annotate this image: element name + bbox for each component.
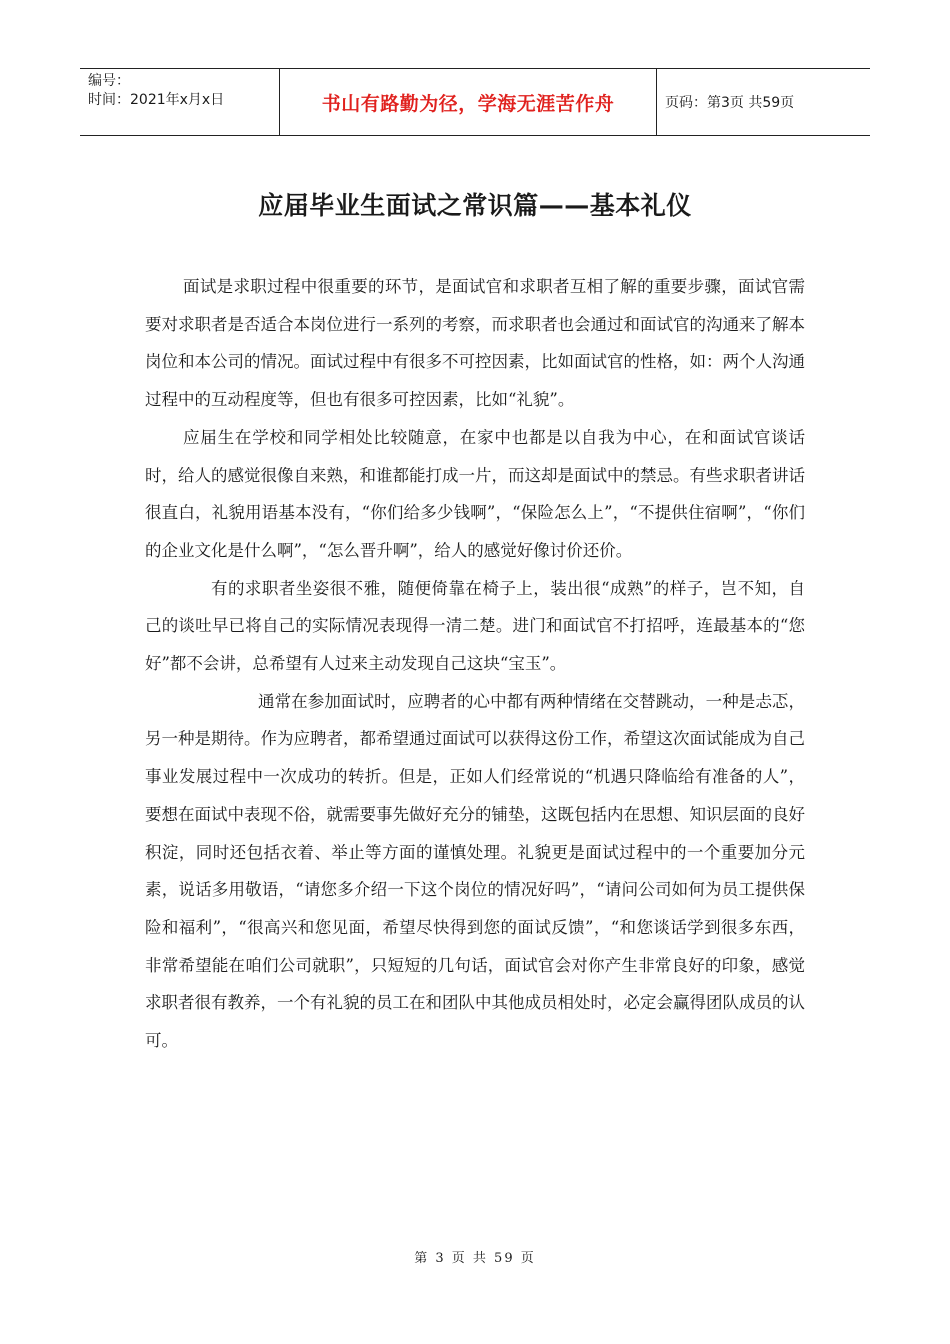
document-header xyxy=(80,68,870,136)
body-paragraph: 面试是求职过程中很重要的环节，是面试官和求职者互相了解的重要步骤，面试官需要对求职者是否适合本岗位进行一系列的考察，而求职者也会通过和面试官的沟通来了解本岗位和本公司的情况。面试过程中有很多不可控因素，比如面试官的性格，如：两个人沟通过程中的互动程度等，但也有很多可控因素，比如“礼貌”。 xyxy=(145,277,805,410)
page-footer: 第 3 页 共 59 页 xyxy=(414,1251,536,1266)
body-paragraph: 通常在参加面试时，应聘者的心中都有两种情绪在交替跳动，一种是忐忑，另一种是期待。作为应聘者，都希望通过面试可以获得这份工作，希望这次面试能成为自己事业发展过程中一次成功的转折。但是，正如人们经常说的“机遇只降临给有准备的人”，要想在面试中表现不俗，就需要事先做好充分的铺垫，这既包括内在思想、知识层面的良好积淀，同时还包括衣着、举止等方面的谨慎处理。礼貌更是面试过程中的一个重要加分元素，说话多用敬语，“请您多介绍一下这个岗位的情况好吗”，“请问公司如何为员工提供保险和福利”，“很高兴和您见面，希望尽快得到您的面试反馈”，“和您谈话学到很多东西，非常希望能在咱们公司就职”，只短短的几句话，面试官会对你产生非常良好的印象，感觉求职者很有教养，一个有礼貌的员工在和团队中其他成员相处时，必定会赢得团队成员的认可。 xyxy=(145,691,805,1051)
header-motto-cell xyxy=(280,69,657,135)
header-meta xyxy=(80,69,280,135)
document-body xyxy=(145,268,805,1060)
body-paragraph: 应届生在学校和同学相处比较随意，在家中也都是以自我为中心，在和面试官谈话时，给人的感觉很像自来熟，和谁都能打成一片，而这却是面试中的禁忌。有些求职者讲话很直白，礼貌用语基本没有，“你们给多少钱啊”，“保险怎么上”，“不提供住宿啊”，“你们的企业文化是什么啊”，“怎么晋升啊”，给人的感觉好像讨价还价。 xyxy=(145,427,805,560)
header-page-info: 页码：第3页 共59页 xyxy=(665,95,795,111)
document-date-label: 时间：2021年x月x日 xyxy=(88,92,225,108)
header-motto: 书山有路勤为径，学海无涯苦作舟 xyxy=(321,92,615,115)
header-page-info-cell xyxy=(657,69,870,135)
document-number-label: 编号： xyxy=(88,73,130,89)
body-paragraph: 有的求职者坐姿很不雅，随便倚靠在椅子上，装出很“成熟”的样子，岂不知，自己的谈吐早已将自己的实际情况表现得一清二楚。进门和面试官不打招呼，连最基本的“您好”都不会讲，总希望有人过来主动发现自己这块“宝玉”。 xyxy=(145,578,805,674)
document-title: 应届毕业生面试之常识篇——基本礼仪 xyxy=(258,191,692,220)
